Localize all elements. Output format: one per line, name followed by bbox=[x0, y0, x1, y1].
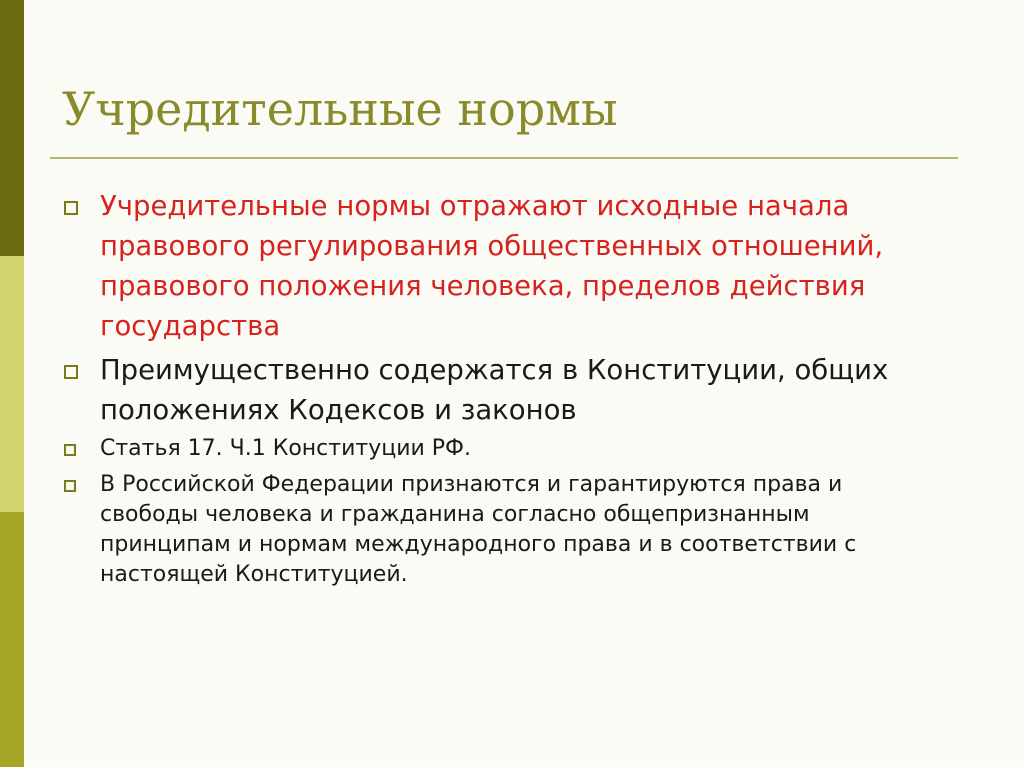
list-item bbox=[62, 434, 942, 464]
title-underline bbox=[50, 157, 958, 159]
hollow-square-bullet-icon bbox=[64, 444, 76, 456]
bullet-text: Учредительные нормы отражают исходные начала правового регулирования общественных отношений, правового положения человека, пределов действия государства bbox=[100, 190, 884, 342]
list-item bbox=[62, 186, 942, 346]
slide-title: Учредительные нормы bbox=[62, 82, 618, 136]
list-item bbox=[62, 470, 942, 590]
bullet-text: Статья 17. Ч.1 Конституции РФ. bbox=[100, 436, 471, 461]
bullet-list bbox=[62, 186, 942, 590]
hollow-square-bullet-icon bbox=[64, 201, 78, 215]
side-band-top bbox=[0, 0, 24, 256]
list-item bbox=[62, 350, 942, 430]
side-band-middle bbox=[0, 256, 24, 512]
bullet-text: В Российской Федерации признаются и гарантируются права и свободы человека и гражданина согласно общепризнанным принципам и нормам международного права и в соответствии с настоящей Конституцией. bbox=[100, 472, 857, 587]
side-band-bottom bbox=[0, 512, 24, 767]
hollow-square-bullet-icon bbox=[64, 365, 78, 379]
bullet-text: Преимущественно содержатся в Конституции, общих положениях Кодексов и законов bbox=[100, 354, 889, 426]
hollow-square-bullet-icon bbox=[64, 480, 76, 492]
